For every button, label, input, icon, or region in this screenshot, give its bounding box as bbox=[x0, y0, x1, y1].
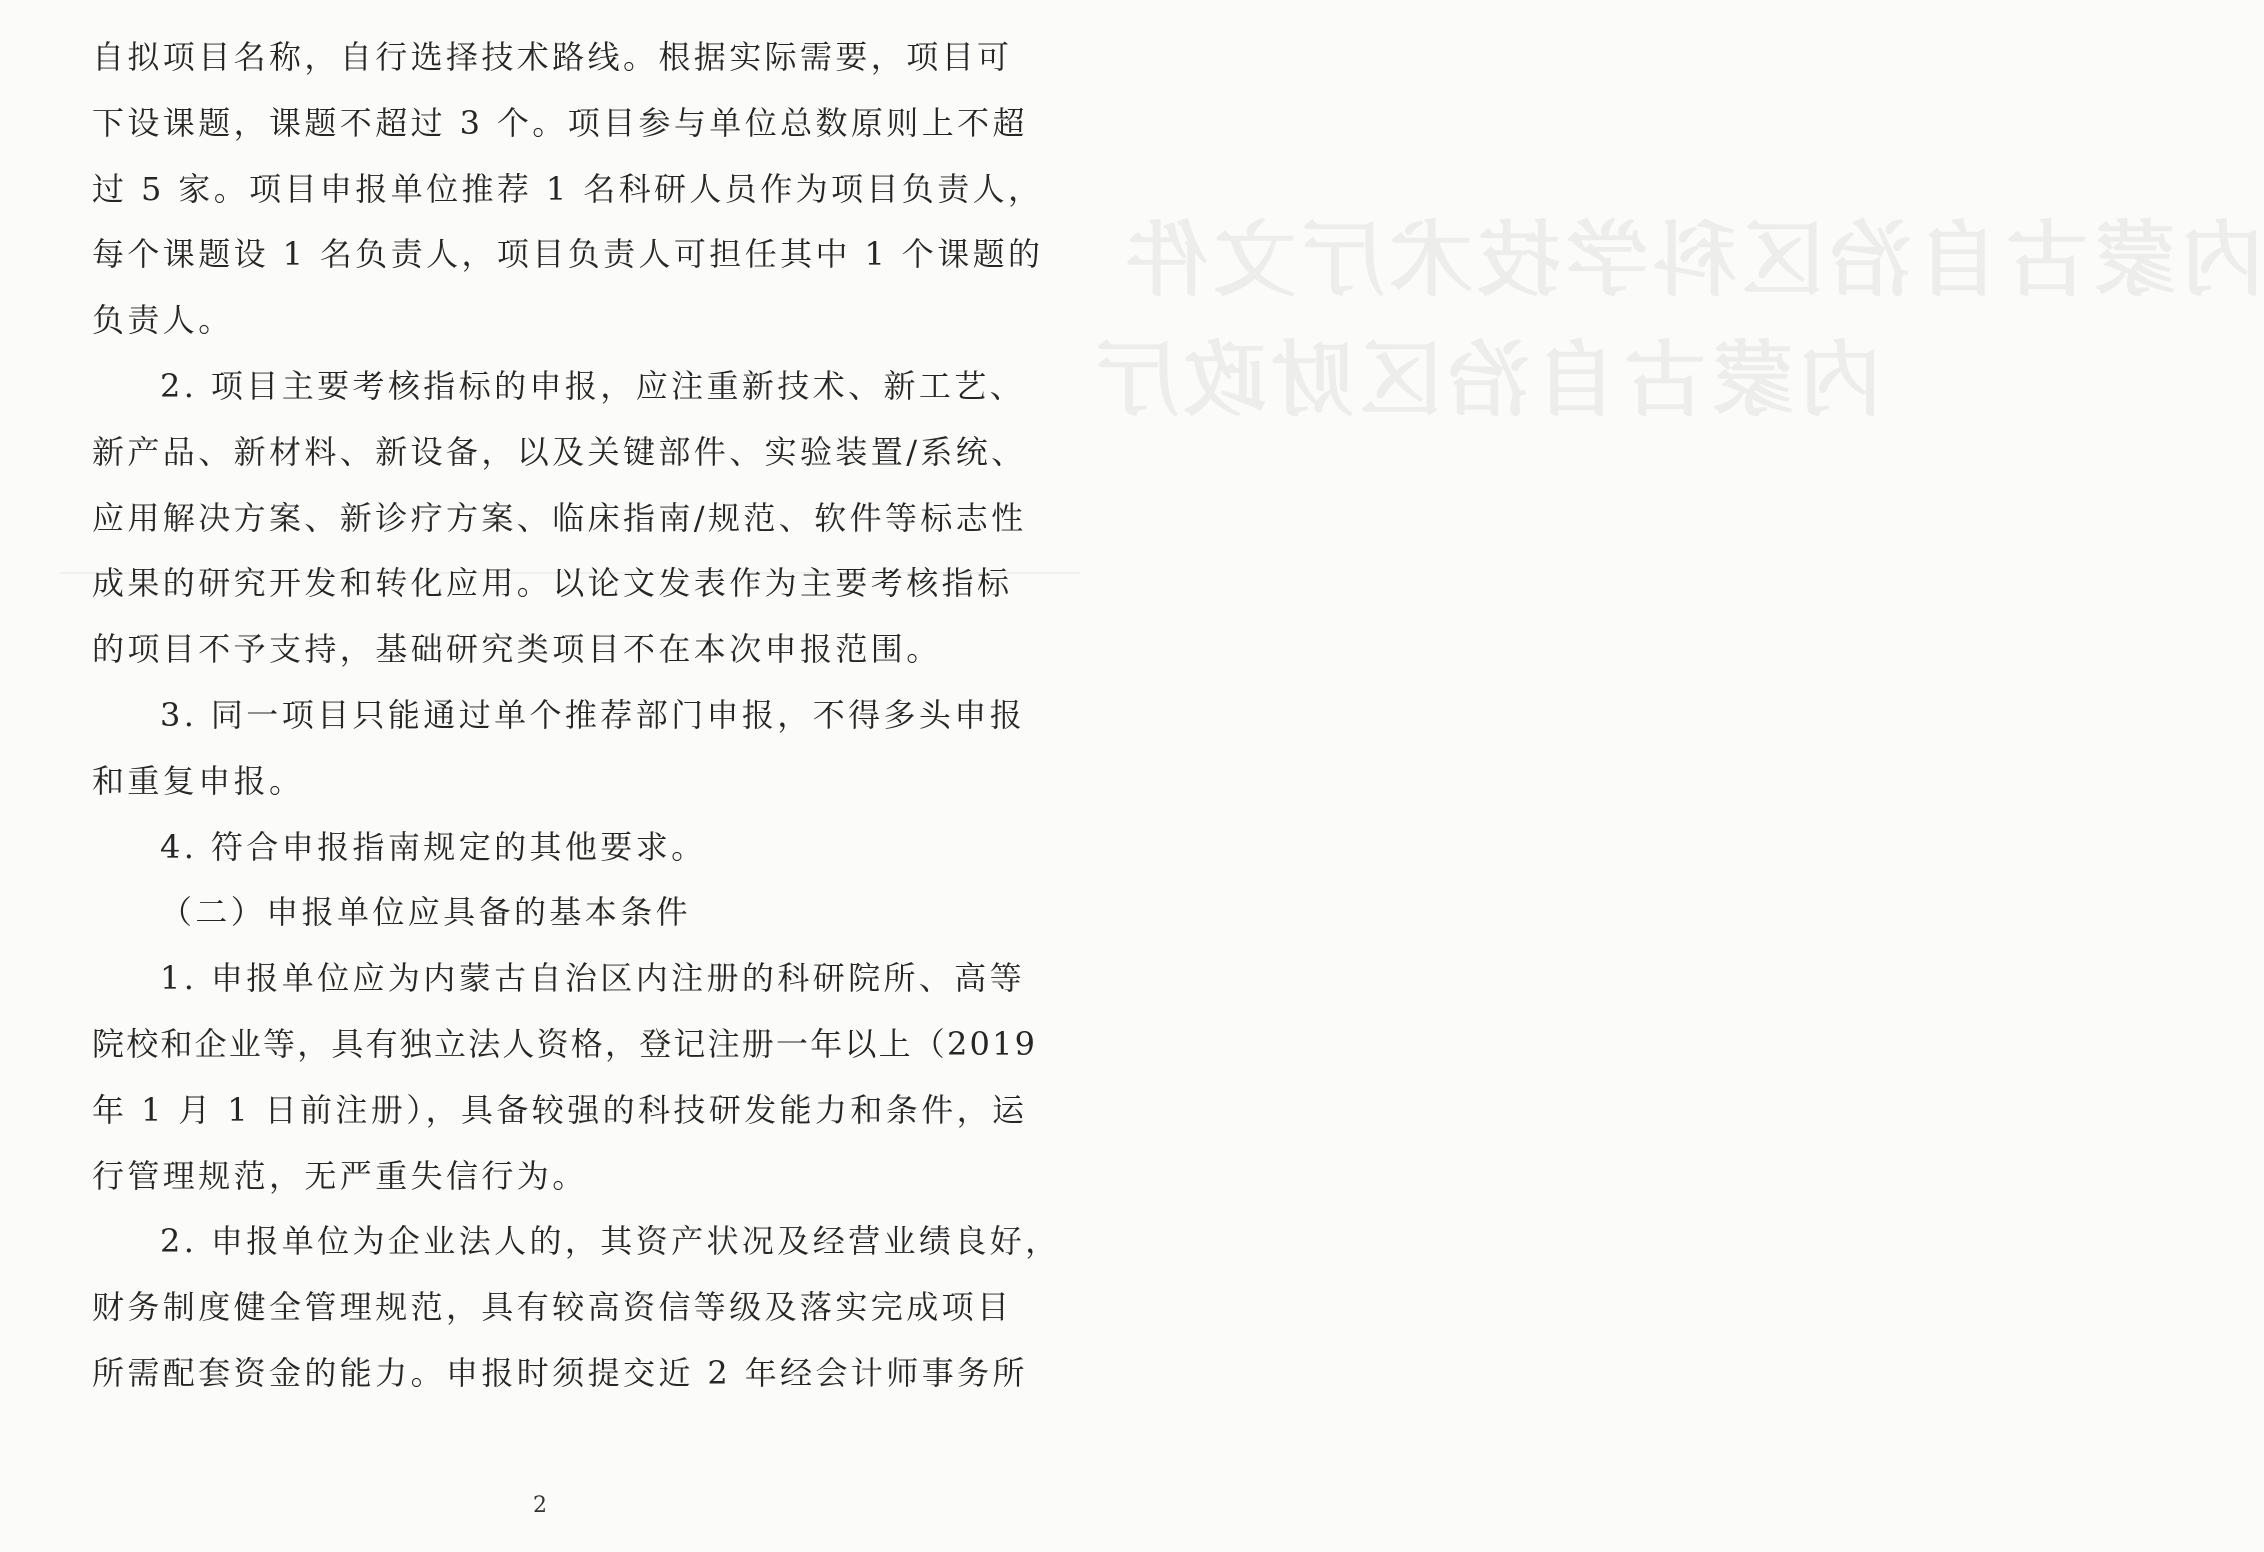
text-line-21: 所需配套资金的能力。申报时须提交近 2 年经会计师事务所 bbox=[92, 1353, 1028, 1392]
body-text bbox=[92, 25, 1061, 1407]
page-number: 2 bbox=[533, 1493, 547, 1518]
text-line-11: 3. 同一项目只能通过单个推荐部门申报，不得多头申报 bbox=[160, 695, 1026, 734]
text-line-12: 和重复申报。 bbox=[92, 761, 305, 800]
text-line-9: 成果的研究开发和转化应用。以论文发表作为主要考核指标 bbox=[92, 564, 1013, 603]
text-line-19: 2. 申报单位为企业法人的，其资产状况及经营业绩良好， bbox=[160, 1222, 1061, 1261]
text-line-6: 2. 项目主要考核指标的申报，应注重新技术、新工艺、 bbox=[160, 366, 1026, 405]
text-line-10: 的项目不予支持，基础研究类项目不在本次申报范围。 bbox=[92, 630, 942, 669]
section-heading: （二）申报单位应具备的基本条件 bbox=[160, 893, 692, 932]
text-line-17: 年 1 月 1 日前注册），具备较强的科技研发能力和条件，运 bbox=[92, 1090, 1028, 1129]
text-line-15: 1. 申报单位应为内蒙古自治区内注册的科研院所、高等 bbox=[160, 959, 1026, 998]
text-line-2: 下设课题，课题不超过 3 个。项目参与单位总数原则上不超 bbox=[92, 103, 1028, 142]
text-line-1: 自拟项目名称，自行选择技术路线。根据实际需要，项目可 bbox=[92, 38, 1013, 76]
bleed-through-letterhead-1: 内蒙古自治区科学技术厅文件 bbox=[1120, 212, 2264, 308]
text-line-5: 负责人。 bbox=[92, 301, 234, 340]
text-line-20: 财务制度健全管理规范，具有较高资信等级及落实完成项目 bbox=[92, 1288, 1013, 1327]
text-line-18: 行管理规范，无严重失信行为。 bbox=[92, 1156, 588, 1195]
text-line-4: 每个课题设 1 名负责人，项目负责人可担任其中 1 个课题的 bbox=[92, 235, 1044, 274]
text-line-16: 院校和企业等，具有独立法人资格，登记注册一年以上（2019 bbox=[92, 1024, 1038, 1063]
text-line-13: 4. 符合申报指南规定的其他要求。 bbox=[160, 827, 707, 866]
text-line-8: 应用解决方案、新诊疗方案、临床指南/规范、软件等标志性 bbox=[92, 498, 1027, 537]
bleed-through-letterhead-2: 内蒙古自治区财政厅 bbox=[1090, 332, 1883, 428]
text-line-3: 过 5 家。项目申报单位推荐 1 名科研人员作为项目负责人， bbox=[92, 169, 1044, 208]
text-line-7: 新产品、新材料、新设备，以及关键部件、实验装置/系统、 bbox=[92, 432, 1027, 471]
